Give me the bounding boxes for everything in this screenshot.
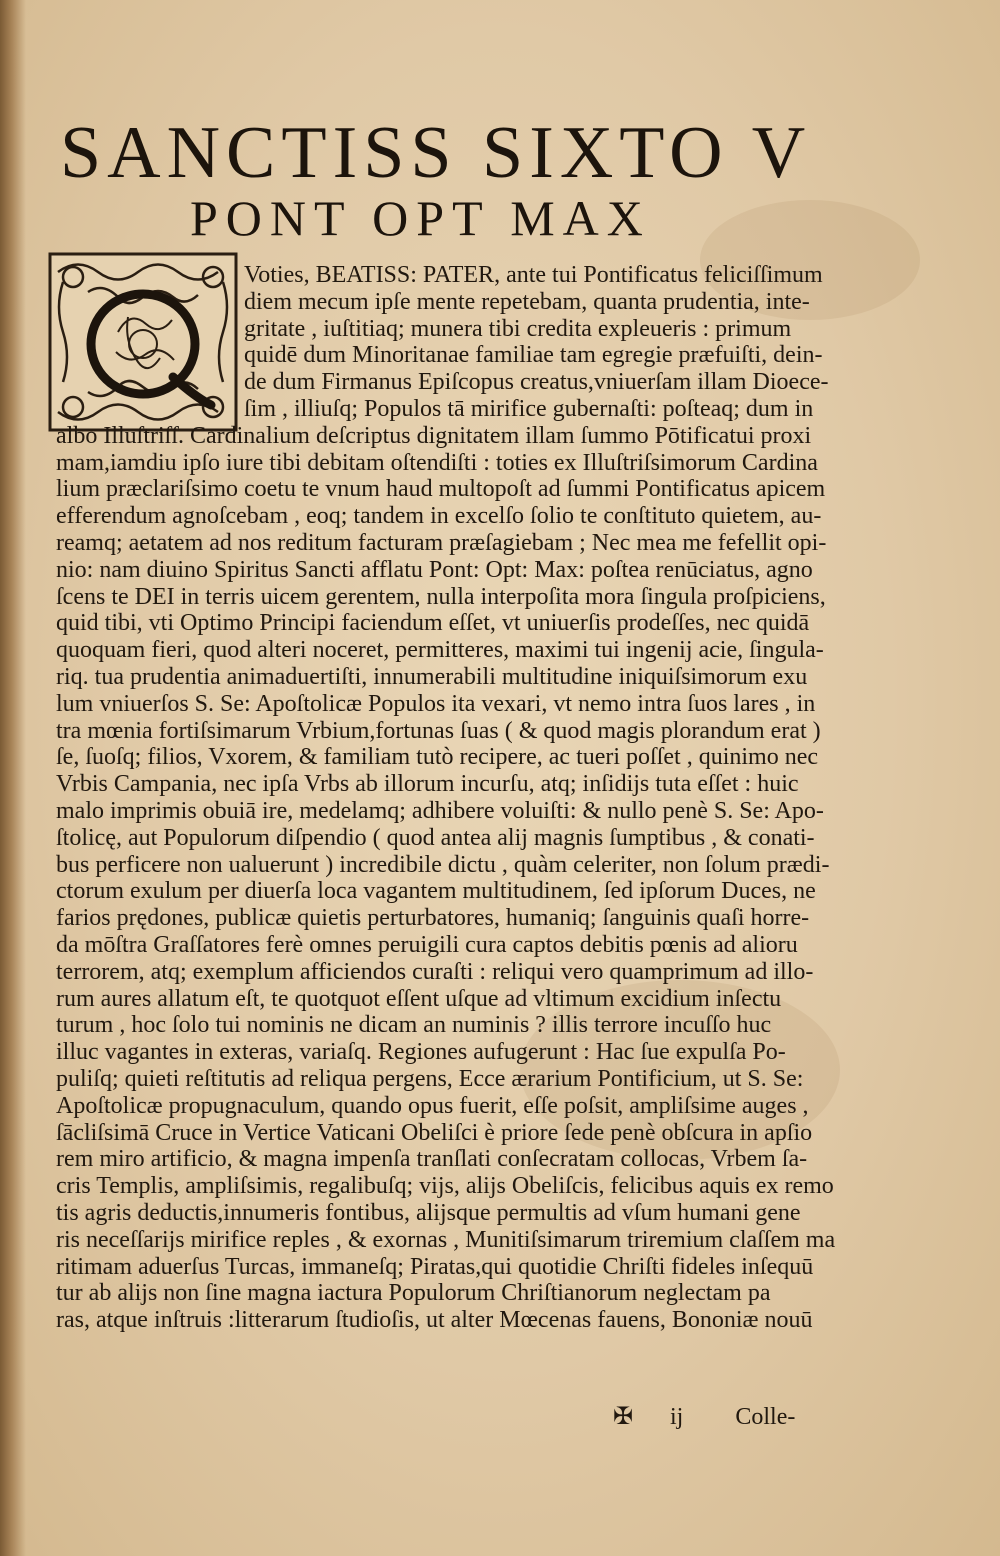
text-line: puliſq; quieti reſtitutis ad reliqua pergens, Ecce ærarium Pontificium, ut S. Se: [56,1066,804,1092]
page-subtitle: PONT OPT MAX [190,190,651,246]
text-line: quidē dum Minoritanae familiae tam egregie præfuiſti, dein- [244,342,823,369]
text-line: da mōſtra Graſſatores ferè omnes peruigili cura captos debitis pœnis ad alioru [56,932,798,958]
text-line: tis agris deductis,innumeris fontibus, alijsque permultis ad vſum humani gene [56,1200,801,1226]
text-line: gritate , iuſtitiaq; munera tibi credita expleueris : primum [244,315,792,342]
signature-mark: ij [670,1404,684,1430]
ornamental-initial-icon [48,252,238,432]
text-line: illuc vagantes in exteras, variaſq. Regiones aufugerunt : Hac ſue expulſa Po- [56,1039,786,1066]
text-line: lum vniuerſos S. Se: Apoſtolicæ Populos ita vexari, vt nemo intra ſuos lares , in [56,690,816,717]
text-line: lium præclariſsimo coetu te vnum haud multopoſt ad ſummi Pontificatus apicem [56,476,826,503]
text-line: de dum Firmanus Epiſcopus creatus,vniuerſam illam Dioece- [244,369,829,396]
text-line: diem mecum ipſe mente repetebam, quanta prudentia, inte- [244,288,810,315]
text-line: ſcens te DEI in terris uicem gerentem, nulla interpoſita mora ſingula proſpiciens, [56,583,826,610]
text-line: cris Templis, ampliſsimis, regalibuſq; vijs, alijs Obeliſcis, felicibus aquis ex remo [56,1173,834,1200]
cross-mark-icon: ✠ [612,1404,634,1430]
text-line: malo imprimis obuiā ire, medelamq; adhibere voluiſti: & nullo penè S. Se: Apo- [56,798,824,824]
text-line: ſtolicę, aut Populorum diſpendio ( quod antea alij magnis ſumptibus , & conati- [56,824,815,851]
text-line: rem miro artificio, & magna impenſa tranſlati conſecratam collocas, Vrbem ſa- [56,1146,808,1173]
text-line: farios prędones, publicæ quietis perturbatores, humaniq; ſanguinis quaſi horre- [56,905,810,932]
text-line: Apoſtolicæ propugnaculum, quando opus fuerit, eſſe poſsit, ampliſsime auges , [56,1092,809,1119]
text-line: Vrbis Campania, nec ipſa Vrbs ab illorum incurſu, atq; inſidijs tuta eſſet : huic [56,771,799,798]
text-line: albo Illuſtriſſ. Cardinalium deſcriptus dignitatem illam ſummo Pōtificatui proxi [56,422,812,449]
text-line: quid tibi, vti Optimo Principi faciendum eſſet, vt uniuerſis prodeſſes, nec quidā [56,610,810,637]
text-line: ris neceſſarijs mirifice reples , & exornas , Munitiſsimarum triremium claſſem ma [56,1226,836,1253]
text-line: ctorum exulum per diuerſa loca vagantem multitudinem, ſed ipſorum Duces, ne [56,878,816,905]
text-line: nio: nam diuino Spiritus Sancti afflatu Pont: Opt: Max: poſtea renūciatus, agno [56,556,813,583]
text-line: terrorem, atq; exemplum afficiendos curaſti : reliqui vero quamprimum ad illo- [56,958,814,985]
text-line: Voties, BEATISS: PATER, ante tui Pontificatus feliciſſimum [244,262,823,288]
book-spine-shadow [0,0,26,1556]
text-line: ras, atque inſtruis :litterarum ſtudioſis, ut alter Mœcenas fauens, Bononiæ nouū [56,1307,813,1334]
text-line: ritimam aduerſus Turcas, immaneſq; Piratas,qui quotidie Chriſti fideles inſequū [56,1253,814,1280]
text-line: rum aures allatum eſt, te quotquot eſſent uſque ad vltimum excidium inſectu [56,985,782,1012]
text-line: ſe, ſuoſq; filios, Vxorem, & familiam tutò recipere, ac tueri poſſet , quinimo nec [56,744,819,771]
page-footer [608,1402,795,1431]
catchword: Colle- [735,1404,796,1430]
text-line: turum , hoc ſolo tui nominis ne dicam an numinis ? illis terrore incuſſo huc [56,1012,772,1039]
text-line: reamq; aetatem ad nos reditum facturam præſagiebam ; Nec mea me fefellit opi- [56,530,827,556]
text-line: mam,iamdiu ipſo iure tibi debitam oſtendiſti : toties ex Illuſtriſsimorum Cardina [56,449,818,476]
text-line: riq. tua prudentia animaduertiſti, innumerabili multitudine iniquiſsimorum exu [56,664,808,690]
page-title: SANCTISS SIXTO V [60,112,812,194]
text-line: efferendum agnoſcebam , eoq; tandem in excelſo ſolio te conſtituto quietem, au- [56,503,822,530]
text-line: tur ab alijs non ſine magna iactura Populorum Chriſtianorum neglectam pa [56,1280,771,1307]
text-line: quoquam fieri, quod alteri noceret, permitteres, maximi tui ingenij acie, ſingula- [56,637,824,664]
text-line: ſācliſsimā Cruce in Vertice Vaticani Obeliſci è priore ſede penè obſcura in apſio [56,1119,813,1146]
text-line: bus perficere non ualuerunt ) incredibile dictu , quàm celeriter, non ſolum prædi- [56,851,830,878]
text-line: tra mœnia fortiſsimarum Vrbium,fortunas ſuas ( & quod magis plorandum erat ) [56,717,821,744]
text-line: ſim , illiuſq; Populos tā mirifice gubernaſti: poſteaq; dum in [244,396,814,422]
